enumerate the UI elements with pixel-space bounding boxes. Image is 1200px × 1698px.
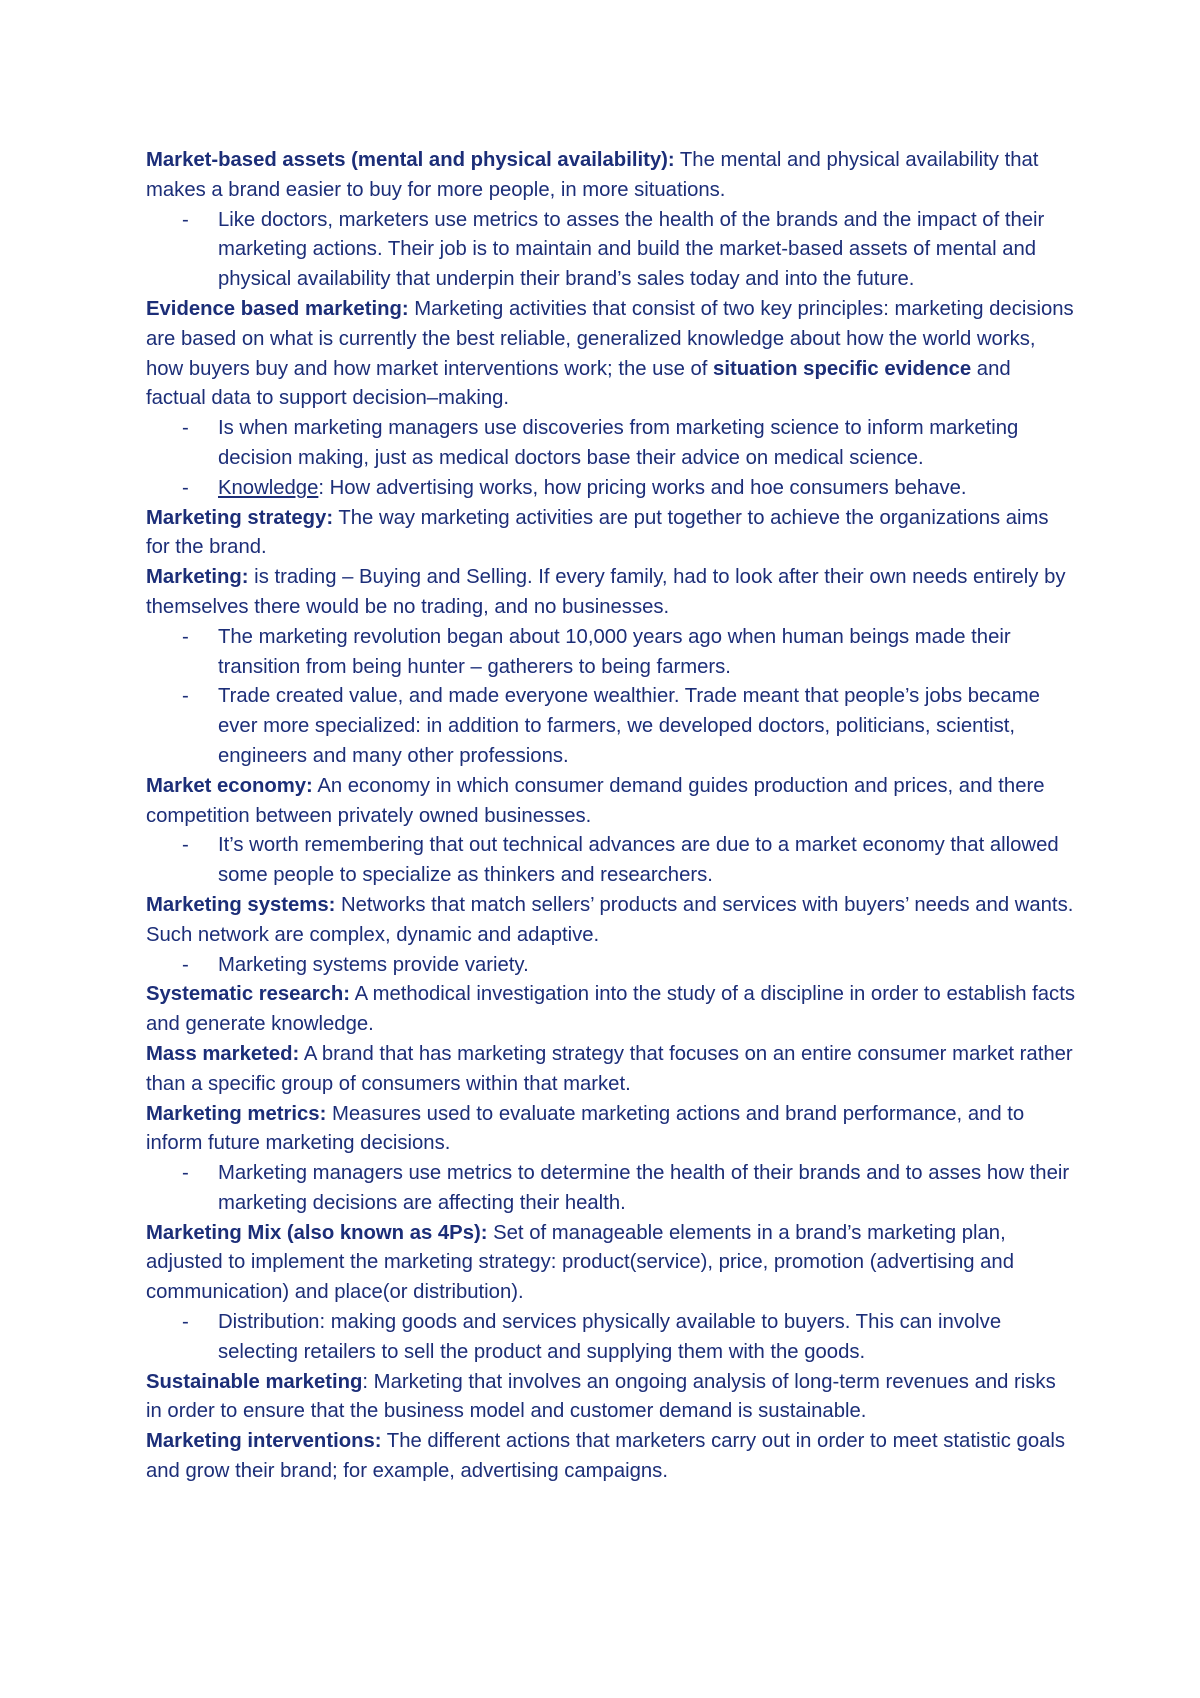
definition-text: Measures used to evaluate marketing actions and brand performance, and to inform future marketing decisions.	[146, 1102, 1025, 1155]
bullet-dash: -	[182, 625, 189, 648]
term-colon: :	[362, 1370, 369, 1393]
definition-text: The different actions that marketers carry out in order to meet statistic goals and grow their brand; for example, advertising campaigns.	[146, 1430, 1066, 1483]
term-label: Marketing metrics:	[146, 1102, 327, 1125]
term-label: Marketing systems:	[146, 893, 336, 916]
bullet-item	[146, 623, 1076, 683]
term-label: Mass marketed:	[146, 1042, 300, 1065]
bullet-text: Trade created value, and made everyone wealthier. Trade meant that people’s jobs became ever more specialized: in addition to farmers, we developed doctors, politicians, scientist, engineers and many other professions.	[218, 685, 1040, 767]
definition-paragraph	[146, 1219, 1076, 1308]
bullet-text: : How advertising works, how pricing works and hoe consumers behave.	[318, 476, 967, 499]
definition-text: Set of manageable elements in a brand’s marketing plan, adjusted to implement the marketing strategy: product(service), price, promotion (advertising and communication) and place(or distribution).	[146, 1221, 1014, 1304]
definition-paragraph	[146, 772, 1076, 832]
definition-paragraph	[146, 980, 1076, 1040]
term-label: Market economy:	[146, 774, 313, 797]
bullet-item	[146, 474, 1076, 504]
bullet-item	[146, 831, 1076, 891]
definition-emphasis: situation specific evidence	[713, 357, 972, 380]
definition-paragraph	[146, 563, 1076, 623]
bullet-dash: -	[182, 476, 189, 499]
bullet-text: The marketing revolution began about 10,000 years ago when human beings made their transition from being hunter – gatherers to being farmers.	[218, 625, 1011, 678]
definition-text: A methodical investigation into the study of a discipline in order to establish facts and generate knowledge.	[146, 983, 1075, 1036]
definition-text: The mental and physical availability that makes a brand easier to buy for more people, in more situations.	[146, 149, 1039, 201]
bullet-item	[146, 206, 1076, 295]
bullet-item	[146, 1159, 1076, 1219]
bullet-item	[146, 682, 1076, 771]
bullet-dash: -	[182, 834, 189, 857]
bullet-item	[146, 951, 1076, 981]
term-label: Evidence based marketing:	[146, 297, 409, 320]
bullet-text: Distribution: making goods and services physically available to buyers. This can involve selecting retailers to sell the product and supplying them with the goods.	[218, 1311, 1002, 1363]
definition-text: The way marketing activities are put together to achieve the organizations aims for the brand.	[146, 506, 1049, 559]
term-label: Marketing Mix (also known as 4Ps):	[146, 1221, 488, 1244]
knowledge-label: Knowledge	[218, 476, 319, 499]
bullet-text: Is when marketing managers use discoveries from marketing science to inform marketing decision making, just as medical doctors base their advice on medical science.	[218, 417, 1019, 469]
bullet-text: It’s worth remembering that out technical advances are due to a market economy that allowed some people to specialize as thinkers and researchers.	[218, 834, 1059, 887]
term-label: Marketing:	[146, 566, 249, 589]
bullet-dash: -	[182, 1311, 189, 1334]
definition-text: Marketing activities that consist of two key principles: marketing decisions are based on what is currently the best reliable, generalized knowledge about how the world works, how buyers buy and how market interventions work; the use of	[146, 297, 1074, 380]
bullet-dash: -	[182, 1162, 189, 1185]
term-label: Marketing interventions:	[146, 1430, 382, 1453]
definition-text-end: and factual data to support decision–making.	[146, 357, 1011, 410]
definition-text: is trading – Buying and Selling. If every family, had to look after their own needs entirely by themselves there would be no trading, and no businesses.	[146, 566, 1066, 618]
definition-text: An economy in which consumer demand guides production and prices, and there competition between privately owned businesses.	[146, 774, 1045, 827]
term-label: Marketing strategy:	[146, 506, 334, 529]
definition-paragraph	[146, 146, 1076, 206]
bullet-item	[146, 414, 1076, 474]
bullet-dash: -	[182, 208, 189, 231]
definition-paragraph	[146, 1100, 1076, 1160]
bullet-text: Like doctors, marketers use metrics to asses the health of the brands and the impact of their marketing actions. Their job is to maintain and build the market-based assets of mental and physical availability that underpin their brand’s sales today and into the future.	[218, 208, 1045, 291]
definition-text: A brand that has marketing strategy that focuses on an entire consumer market rather than a specific group of consumers within that market.	[146, 1042, 1073, 1095]
bullet-dash: -	[182, 953, 189, 976]
bullet-dash: -	[182, 685, 189, 708]
definition-paragraph	[146, 1040, 1076, 1100]
definition-paragraph	[146, 295, 1076, 414]
bullet-text: Marketing systems provide variety.	[218, 953, 529, 976]
document-body	[146, 146, 1076, 1487]
term-label: Sustainable marketing	[146, 1370, 363, 1393]
bullet-text: Marketing managers use metrics to determine the health of their brands and to asses how their marketing decisions are affecting their health.	[218, 1162, 1070, 1214]
bullet-item	[146, 1308, 1076, 1368]
definition-paragraph	[146, 504, 1076, 564]
definition-paragraph	[146, 1427, 1076, 1487]
definition-paragraph	[146, 1368, 1076, 1428]
term-label: Systematic research:	[146, 983, 351, 1006]
term-label: Market-based assets (mental and physical availability):	[146, 149, 675, 171]
bullet-dash: -	[182, 417, 189, 440]
definition-text: Marketing that involves an ongoing analysis of long-term revenues and risks in order to ensure that the business model and customer demand is sustainable.	[146, 1370, 1056, 1423]
definition-text: Networks that match sellers’ products and services with buyers’ needs and wants. Such network are complex, dynamic and adaptive.	[146, 893, 1074, 946]
definition-paragraph	[146, 891, 1076, 951]
